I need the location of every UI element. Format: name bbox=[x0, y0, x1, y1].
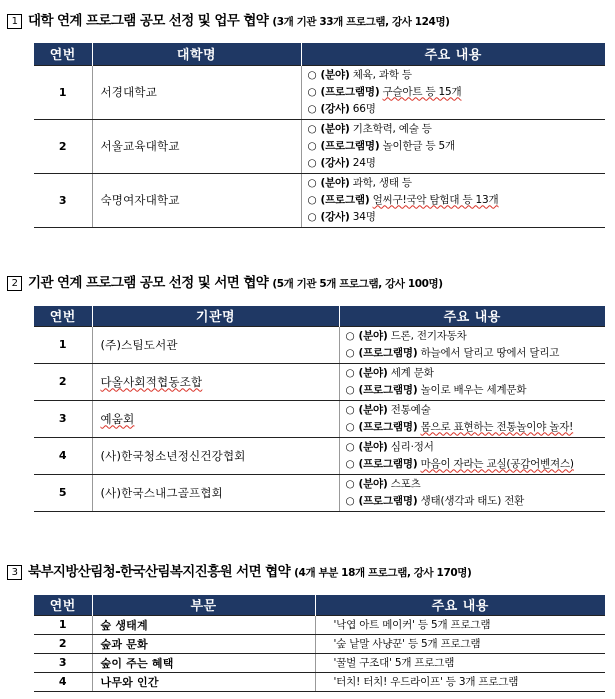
content-line bbox=[346, 382, 606, 399]
line-tag: (분야) bbox=[358, 477, 388, 490]
content-cell bbox=[301, 65, 605, 119]
bullet-icon: ○ bbox=[307, 210, 317, 223]
table-row bbox=[34, 615, 605, 634]
row-number: 3 bbox=[34, 653, 92, 672]
table-row bbox=[34, 653, 605, 672]
col-header-university: 대학명 bbox=[92, 43, 301, 65]
row-number: 4 bbox=[34, 672, 92, 691]
category-name: 숲과 문화 bbox=[92, 634, 315, 653]
line-text: 얼씨구!국악 탐험대 등 13개 bbox=[372, 193, 499, 206]
line-tag: (분야) bbox=[358, 329, 388, 342]
line-tag: (분야) bbox=[320, 122, 350, 135]
table-row bbox=[34, 119, 605, 173]
bullet-icon: ○ bbox=[307, 193, 317, 206]
line-tag: (강사) bbox=[320, 210, 350, 223]
line-tag: (분야) bbox=[320, 176, 350, 189]
institution-name: (사)한국스내그골프협회 bbox=[92, 474, 339, 511]
line-text: 기초학력, 예술 등 bbox=[352, 122, 432, 135]
bullet-icon: ○ bbox=[345, 383, 355, 396]
line-tag: (프로그램명) bbox=[358, 346, 418, 359]
university-name: 서경대학교 bbox=[92, 65, 301, 119]
content-line bbox=[308, 67, 606, 84]
content-cell: '숲 낱말 사냥꾼' 등 5개 프로그램 bbox=[315, 634, 605, 653]
content-line bbox=[346, 402, 606, 419]
bullet-icon: ○ bbox=[345, 494, 355, 507]
line-text: 드론, 전기자동차 bbox=[390, 329, 467, 342]
section-2-title bbox=[7, 271, 443, 291]
university-name: 숙명여자대학교 bbox=[92, 173, 301, 227]
col-header-institution: 기관명 bbox=[92, 306, 339, 326]
col-header-content: 주요 내용 bbox=[339, 306, 605, 326]
line-tag: (분야) bbox=[358, 440, 388, 453]
line-tag: (프로그램) bbox=[320, 193, 370, 206]
line-tag: (분야) bbox=[320, 68, 350, 81]
line-text: 놀이로 배우는 세계문화 bbox=[420, 383, 527, 396]
section-3-heading: 북부지방산림청-한국산림복지진흥원 서면 협약 bbox=[28, 564, 291, 580]
row-number: 3 bbox=[34, 400, 92, 437]
bullet-icon: ○ bbox=[345, 366, 355, 379]
bullet-icon: ○ bbox=[345, 477, 355, 490]
row-number: 5 bbox=[34, 474, 92, 511]
line-tag: (분야) bbox=[358, 403, 388, 416]
line-tag: (분야) bbox=[358, 366, 388, 379]
line-tag: (강사) bbox=[320, 156, 350, 169]
bullet-icon: ○ bbox=[307, 102, 317, 115]
table-row bbox=[34, 474, 605, 511]
content-line bbox=[308, 175, 606, 192]
col-header-category: 부문 bbox=[92, 595, 315, 615]
section-1-summary: (3개 기관 33개 프로그램, 강사 124명) bbox=[272, 16, 450, 28]
content-cell: '꿀벌 구조대' 5개 프로그램 bbox=[315, 653, 605, 672]
content-line bbox=[346, 493, 606, 510]
section-2-number: 2 bbox=[7, 276, 22, 291]
line-text: 구슬아트 등 15개 bbox=[382, 85, 462, 98]
content-cell: '낙엽 아트 메이커' 등 5개 프로그램 bbox=[315, 615, 605, 634]
table-row bbox=[34, 634, 605, 653]
content-cell bbox=[339, 400, 605, 437]
line-text: 하늘에서 달리고 땅에서 달리고 bbox=[420, 346, 560, 359]
row-number: 2 bbox=[34, 363, 92, 400]
line-tag: (프로그램명) bbox=[320, 139, 380, 152]
section-1-title bbox=[7, 9, 450, 29]
bullet-icon: ○ bbox=[345, 346, 355, 359]
line-text: 스포츠 bbox=[390, 477, 421, 490]
content-line bbox=[346, 439, 606, 456]
line-tag: (강사) bbox=[320, 102, 350, 115]
table-row bbox=[34, 65, 605, 119]
content-line bbox=[346, 419, 606, 436]
institution-name: (주)스팀도서관 bbox=[92, 326, 339, 363]
line-text: 세계 문화 bbox=[390, 366, 434, 379]
table-row bbox=[34, 400, 605, 437]
section-3-title bbox=[7, 560, 471, 580]
line-text: 24명 bbox=[352, 156, 376, 169]
col-header-no: 연번 bbox=[34, 595, 92, 615]
line-tag: (프로그램명) bbox=[320, 85, 380, 98]
bullet-icon: ○ bbox=[307, 68, 317, 81]
section-1-number: 1 bbox=[7, 14, 22, 29]
content-line bbox=[308, 155, 606, 172]
institution-name-text: 예움회 bbox=[100, 411, 135, 426]
col-header-content: 주요 내용 bbox=[315, 595, 605, 615]
line-text: 심리·정서 bbox=[390, 440, 434, 453]
content-cell bbox=[301, 173, 605, 227]
content-cell bbox=[339, 474, 605, 511]
content-line bbox=[346, 476, 606, 493]
line-text: 생태(생각과 태도) 전환 bbox=[420, 494, 525, 507]
row-number: 3 bbox=[34, 173, 92, 227]
line-tag: (프로그램명) bbox=[358, 383, 418, 396]
bullet-icon: ○ bbox=[345, 440, 355, 453]
institution-name bbox=[92, 363, 339, 400]
line-text: 몸으로 표현하는 전통놀이야 놀자! bbox=[420, 420, 574, 433]
category-name: 숲 생태계 bbox=[92, 615, 315, 634]
row-number: 1 bbox=[34, 65, 92, 119]
row-number: 1 bbox=[34, 326, 92, 363]
table-row bbox=[34, 173, 605, 227]
content-line bbox=[346, 365, 606, 382]
forest-program-table bbox=[34, 595, 605, 692]
institution-table bbox=[34, 306, 605, 512]
row-number: 2 bbox=[34, 119, 92, 173]
institution-name: (사)한국청소년정신건강협회 bbox=[92, 437, 339, 474]
col-header-content: 주요 내용 bbox=[301, 43, 605, 65]
university-name: 서울교육대학교 bbox=[92, 119, 301, 173]
table-row bbox=[34, 363, 605, 400]
line-text: 체육, 과학 등 bbox=[352, 68, 412, 81]
table-row bbox=[34, 672, 605, 691]
line-tag: (프로그램명) bbox=[358, 420, 418, 433]
bullet-icon: ○ bbox=[345, 403, 355, 416]
row-number: 4 bbox=[34, 437, 92, 474]
section-1-heading: 대학 연계 프로그램 공모 선정 및 업무 협약 bbox=[28, 13, 269, 29]
content-line bbox=[308, 192, 606, 209]
line-text: 전통예술 bbox=[390, 403, 431, 416]
content-line bbox=[346, 328, 606, 345]
content-line bbox=[346, 345, 606, 362]
line-text: 놀이한글 등 5개 bbox=[382, 139, 455, 152]
section-2-heading: 기관 연계 프로그램 공모 선정 및 서면 협약 bbox=[28, 275, 269, 291]
content-line bbox=[308, 209, 606, 226]
row-number: 2 bbox=[34, 634, 92, 653]
category-name: 나무와 인간 bbox=[92, 672, 315, 691]
bullet-icon: ○ bbox=[307, 122, 317, 135]
content-cell: '터치! 터치! 우드라이프' 등 3개 프로그램 bbox=[315, 672, 605, 691]
bullet-icon: ○ bbox=[307, 139, 317, 152]
line-text: 과학, 생태 등 bbox=[352, 176, 412, 189]
line-text: 34명 bbox=[352, 210, 376, 223]
bullet-icon: ○ bbox=[307, 85, 317, 98]
table-row bbox=[34, 437, 605, 474]
content-cell bbox=[339, 326, 605, 363]
university-table bbox=[34, 43, 605, 228]
col-header-no: 연번 bbox=[34, 306, 92, 326]
row-number: 1 bbox=[34, 615, 92, 634]
section-3-number: 3 bbox=[7, 565, 22, 580]
content-cell bbox=[339, 437, 605, 474]
table-row bbox=[34, 326, 605, 363]
institution-name bbox=[92, 400, 339, 437]
bullet-icon: ○ bbox=[307, 176, 317, 189]
bullet-icon: ○ bbox=[345, 329, 355, 342]
col-header-no: 연번 bbox=[34, 43, 92, 65]
content-cell bbox=[301, 119, 605, 173]
bullet-icon: ○ bbox=[345, 457, 355, 470]
line-text: 66명 bbox=[352, 102, 376, 115]
content-line bbox=[308, 84, 606, 101]
content-cell bbox=[339, 363, 605, 400]
category-name: 숲이 주는 혜택 bbox=[92, 653, 315, 672]
line-tag: (프로그램명) bbox=[358, 494, 418, 507]
institution-name-text: 다올사회적협동조합 bbox=[100, 374, 203, 389]
content-line bbox=[308, 121, 606, 138]
content-line bbox=[346, 456, 606, 473]
bullet-icon: ○ bbox=[307, 156, 317, 169]
bullet-icon: ○ bbox=[345, 420, 355, 433]
line-tag: (프로그램명) bbox=[358, 457, 418, 470]
section-3-summary: (4개 부분 18개 프로그램, 강사 170명) bbox=[294, 567, 472, 579]
line-text: 마음이 자라는 교실(공감어벤져스) bbox=[420, 457, 574, 470]
section-2-summary: (5개 기관 5개 프로그램, 강사 100명) bbox=[272, 278, 443, 290]
content-line bbox=[308, 101, 606, 118]
content-line bbox=[308, 138, 606, 155]
